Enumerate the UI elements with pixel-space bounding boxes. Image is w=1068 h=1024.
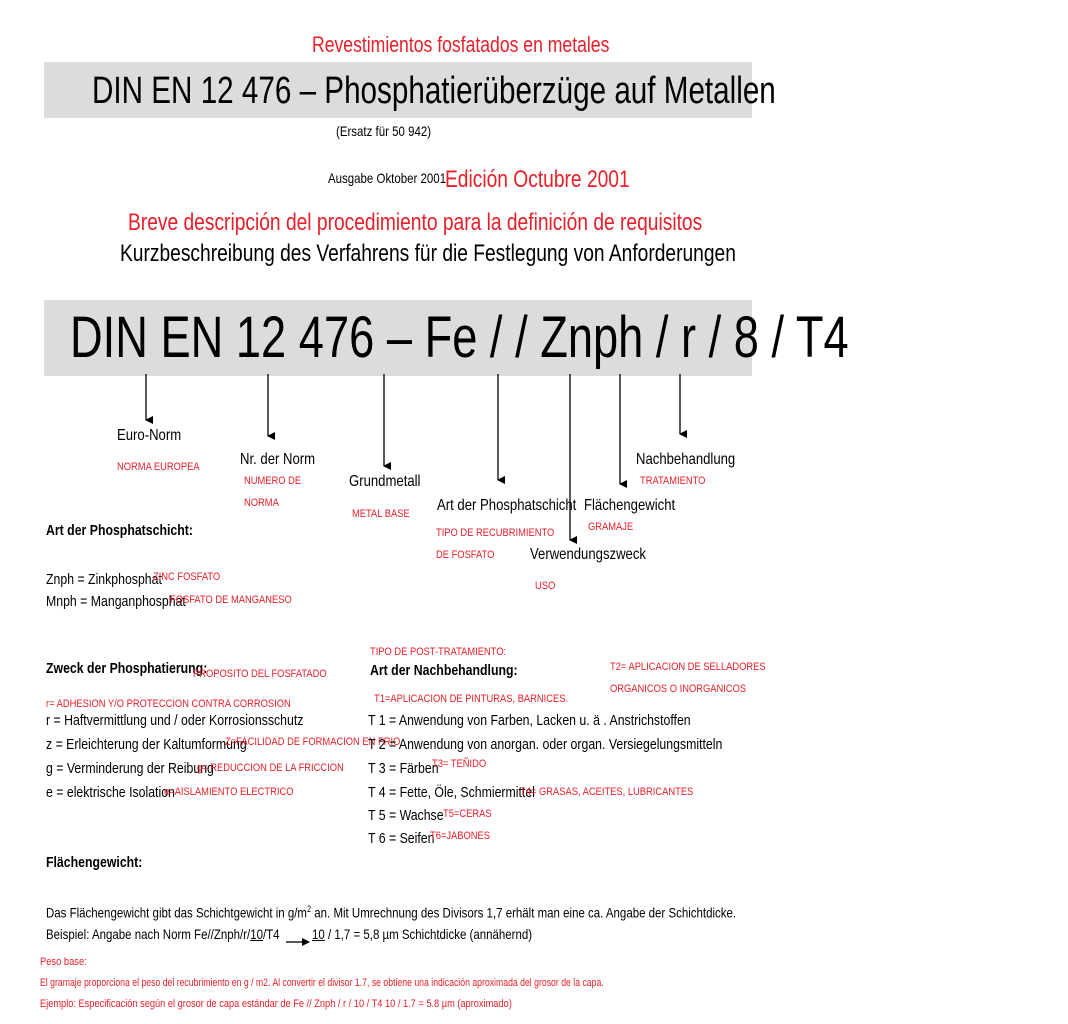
post-item-t4: T 4 = Fette, Öle, Schmiermittel bbox=[368, 784, 535, 801]
weight-example: Beispiel: Angabe nach Norm Fe//Znph/r/10/T4 bbox=[46, 926, 280, 942]
label-base-metal-es: METAL BASE bbox=[352, 508, 410, 520]
label-layer-type: Art der Phosphatschicht bbox=[437, 497, 577, 514]
purpose-item-g: g = Verminderung der Reibung bbox=[46, 760, 214, 777]
weight-calculation: 10 / 1,7 = 5,8 µm Schichtdicke (annähernd) bbox=[312, 926, 533, 942]
label-post-treatment: Nachbehandlung bbox=[636, 451, 736, 468]
post-item-t5: T 5 = Wachse bbox=[368, 807, 444, 824]
layer-section-heading: Art der Phosphatschicht: bbox=[46, 522, 193, 539]
label-layer-type-es-1: TIPO DE RECUBRIMIENTO bbox=[436, 527, 555, 539]
weight-description: Das Flächengewicht gibt das Schichtgewicht in $g/m^2$ an. Mit Umrechnung des Divisors 1,7 erhält man eine ca. Angabe der Schichtdicke. bbox=[46, 904, 737, 921]
post-item-t6: T 6 = Seifen bbox=[368, 830, 435, 847]
label-area-weight-es: GRAMAJE bbox=[588, 521, 634, 533]
subtitle-es: Breve descripción del procedimiento para la definición de requisitos bbox=[128, 209, 703, 236]
post-t1-es: T1=APLICACION DE PINTURAS, BARNICES. bbox=[374, 693, 569, 705]
label-euro-norm-es: NORMA EUROPEA bbox=[117, 461, 200, 473]
label-euro-norm: Euro-Norm bbox=[117, 427, 182, 444]
post-item-t5-es: T5=CERAS bbox=[443, 808, 492, 820]
purpose-item-g-es: g= REDUCCION DE LA FRICCION bbox=[197, 762, 344, 774]
post-section-label-es: TIPO DE POST-TRATAMIENTO: bbox=[370, 646, 507, 658]
purpose-section-heading: Zweck der Phosphatierung: bbox=[46, 660, 208, 677]
post-item-t3-es: T3= TEÑIDO bbox=[432, 758, 487, 770]
purpose-item-z-es: Z=FACILIDAD DE FORMACION EN FRIO bbox=[225, 736, 401, 748]
label-purpose: Verwendungszweck bbox=[530, 546, 646, 563]
purpose-item-z: z = Erleichterung der Kaltumformung bbox=[46, 736, 247, 753]
layer-item-mnph-es: FOSFATO DE MANGANESO bbox=[170, 594, 292, 606]
edition-de: Ausgabe Oktober 2001 bbox=[328, 170, 447, 186]
layer-item-mnph: Mnph = Manganphosphat bbox=[46, 593, 186, 610]
post-t2-es-2: ORGANICOS O INORGANICOS bbox=[610, 683, 747, 695]
label-norm-nr: Nr. der Norm bbox=[240, 451, 316, 468]
label-purpose-es: USO bbox=[535, 580, 556, 592]
purpose-item-e-es: e=AISLAMIENTO ELECTRICO bbox=[164, 786, 294, 798]
layer-item-znph: Znph = Zinkphosphat bbox=[46, 571, 162, 588]
label-norm-nr-es-2: NORMA bbox=[244, 497, 279, 509]
weight-es-heading: Peso base: bbox=[40, 956, 87, 968]
post-item-t2: T 2 = Anwendung von anorgan. oder organ. Versiegelungsmitteln bbox=[368, 736, 723, 753]
label-area-weight: Flächengewicht bbox=[584, 497, 676, 514]
post-section-heading: Art der Nachbehandlung: bbox=[370, 662, 518, 679]
post-item-t3: T 3 = Färben bbox=[368, 760, 439, 777]
title-es: Revestimientos fosfatados en metales bbox=[312, 32, 610, 57]
label-post-treatment-es: TRATAMIENTO bbox=[640, 475, 706, 487]
label-base-metal: Grundmetall bbox=[349, 473, 421, 490]
post-item-t1: T 1 = Anwendung von Farben, Lacken u. ä . Anstrichstoffen bbox=[368, 712, 691, 729]
purpose-item-e: e = elektrische Isolation bbox=[46, 784, 175, 801]
purpose-section-heading-es: PROPOSITO DEL FOSFATADO bbox=[193, 668, 327, 680]
weight-es-description: El gramaje proporciona el peso del recubrimiento en g / m2. Al convertir el divisor 1.7, se obtiene una indicación aproximada del grosor de la capa. bbox=[40, 977, 604, 989]
label-norm-nr-es-1: NUMERO DE bbox=[244, 475, 302, 487]
post-t2-es-1: T2= APLICACION DE SELLADORES bbox=[610, 661, 766, 673]
post-item-t6-es: T6=JABONES bbox=[430, 830, 491, 842]
label-layer-type-es-2: DE FOSFATO bbox=[436, 549, 495, 561]
designation-code: DIN EN 12 476 – Fe / / Znph / r / 8 / T4 bbox=[70, 305, 849, 370]
post-item-t4-es: T4= GRASAS, ACEITES, LUBRICANTES bbox=[520, 786, 694, 798]
layer-item-znph-es: ZINC FOSFATO bbox=[153, 571, 221, 583]
purpose-item-r: r = Haftvermittlung und / oder Korrosionsschutz bbox=[46, 712, 304, 729]
subtitle-de: Kurzbeschreibung des Verfahrens für die Festlegung von Anforderungen bbox=[120, 240, 736, 267]
title-de: DIN EN 12 476 – Phosphatierüberzüge auf Metallen bbox=[92, 70, 776, 112]
purpose-r-es: r= ADHESION Y/O PROTECCION CONTRA CORROSION bbox=[46, 698, 291, 710]
weight-es-example: Ejemplo: Especificación según el grosor de capa estándar de Fe // Znph / r / 10 / T4 10 / 1.7 = 5.8 µm (aproximado) bbox=[40, 998, 512, 1010]
replacement-note: (Ersatz für 50 942) bbox=[336, 123, 432, 139]
edition-es: Edición Octubre 2001 bbox=[445, 166, 630, 193]
weight-section-heading: Flächengewicht: bbox=[46, 854, 143, 871]
